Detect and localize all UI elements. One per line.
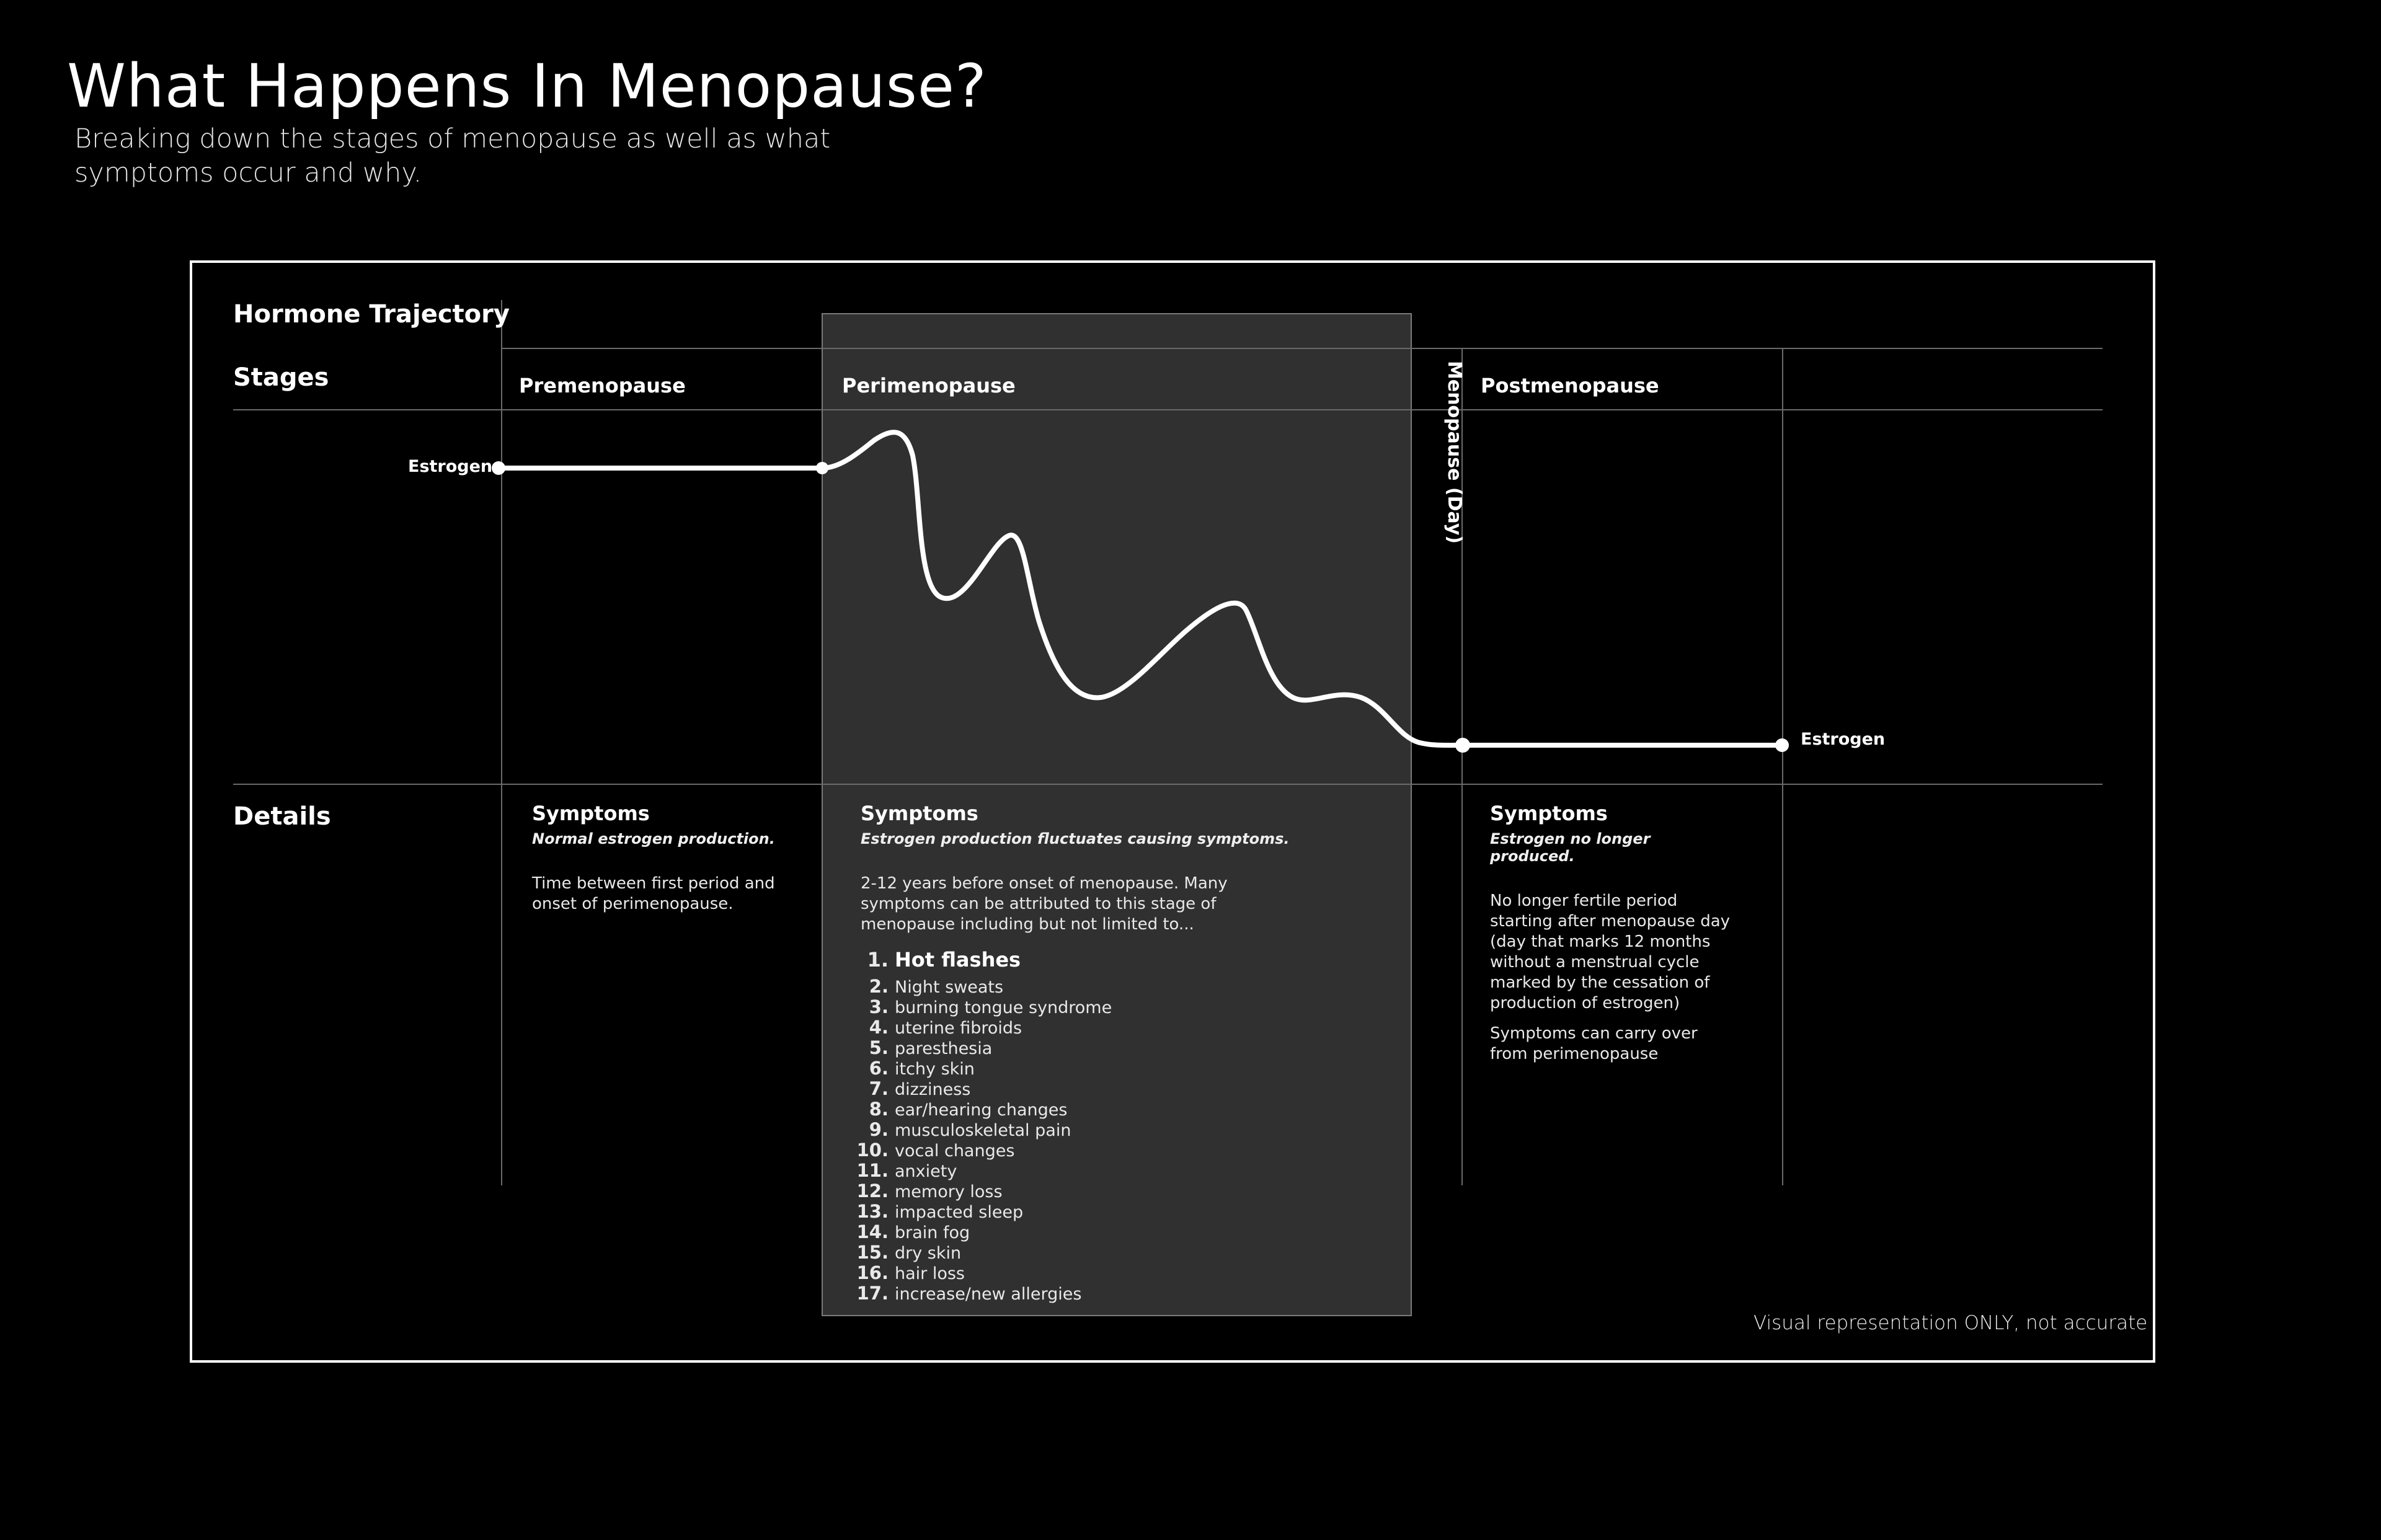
stage-label-postmenopause: Postmenopause xyxy=(1481,374,1659,397)
symptom-item xyxy=(854,1222,1112,1242)
stage-label-perimenopause: Perimenopause xyxy=(842,374,1016,397)
details-premenopause xyxy=(532,802,780,914)
curve-label-start: Estrogen xyxy=(408,457,493,476)
symptom-number: 6. xyxy=(869,1058,889,1079)
symptom-number: 1. xyxy=(867,948,889,971)
perimenopause-description: 2-12 years before onset of menopause. Many symptoms can be attributed to this stage of menopause including but not limited to... xyxy=(861,874,1228,934)
symptom-number: 5. xyxy=(869,1037,889,1058)
row-label-stages: Stages xyxy=(233,363,329,392)
symptom-text: musculoskeletal pain xyxy=(895,1121,1071,1140)
symptom-number: 4. xyxy=(869,1017,889,1038)
details-postmenopause xyxy=(1490,802,1738,1064)
symptom-text: ear/hearing changes xyxy=(895,1100,1068,1120)
curve-node-end xyxy=(1775,738,1789,752)
premenopause-symptoms-heading: Symptoms xyxy=(532,802,650,825)
symptom-text: vocal changes xyxy=(895,1141,1015,1161)
row-label-details: Details xyxy=(233,802,331,831)
details-perimenopause xyxy=(861,802,1307,935)
postmenopause-subheading: Estrogen no longer produced. xyxy=(1490,830,1651,865)
symptom-item xyxy=(854,1120,1112,1140)
page-title: What Happens In Menopause? xyxy=(67,51,987,121)
symptom-number: 3. xyxy=(869,996,889,1017)
symptom-item xyxy=(854,976,1112,997)
stage-label-premenopause: Premenopause xyxy=(519,374,686,397)
symptom-text: Night sweats xyxy=(895,978,1004,997)
symptom-number: 2. xyxy=(869,976,889,997)
symptom-number: 8. xyxy=(869,1099,889,1120)
symptom-number: 15. xyxy=(856,1242,889,1263)
symptom-number: 11. xyxy=(856,1160,889,1181)
symptom-item xyxy=(854,1038,1112,1058)
symptom-text: memory loss xyxy=(895,1182,1003,1201)
symptom-number: 9. xyxy=(869,1119,889,1140)
postmenopause-symptoms-heading: Symptoms xyxy=(1490,802,1608,825)
symptom-item xyxy=(854,997,1112,1017)
symptom-text: increase/new allergies xyxy=(895,1285,1082,1304)
curve-node-start xyxy=(492,461,505,475)
perimenopause-subheading: Estrogen production fluctuates causing symptoms. xyxy=(861,830,1290,847)
curve-node-menopause-day xyxy=(1455,738,1470,753)
curve-label-end: Estrogen xyxy=(1801,730,1886,749)
symptom-item xyxy=(854,1263,1112,1283)
symptom-text: paresthesia xyxy=(895,1039,993,1058)
symptom-number: 17. xyxy=(856,1283,889,1304)
symptom-item xyxy=(854,1201,1112,1222)
symptom-text: itchy skin xyxy=(895,1060,975,1079)
postmenopause-carryover-note: Symptoms can carry over from perimenopause xyxy=(1490,1024,1698,1063)
symptom-number: 16. xyxy=(856,1262,889,1283)
symptom-text: uterine fibroids xyxy=(895,1019,1022,1038)
estrogen-curve xyxy=(499,432,1782,745)
symptom-item xyxy=(854,1140,1112,1161)
symptom-item xyxy=(854,1079,1112,1099)
symptom-number: 13. xyxy=(856,1201,889,1222)
perimenopause-symptoms-heading: Symptoms xyxy=(861,802,978,825)
symptom-number: 14. xyxy=(856,1221,889,1242)
symptom-text: hair loss xyxy=(895,1264,965,1283)
symptom-text: Hot flashes xyxy=(895,948,1021,971)
premenopause-subheading: Normal estrogen production. xyxy=(532,830,775,847)
symptom-item xyxy=(854,1099,1112,1120)
perimenopause-symptom-list xyxy=(854,945,1112,1304)
symptom-text: impacted sleep xyxy=(895,1203,1024,1222)
postmenopause-description: No longer fertile period starting after menopause day (day that marks 12 months without a menstrual cycle marked by the cessation of production of estrogen) xyxy=(1490,892,1731,1012)
symptom-text: brain fog xyxy=(895,1223,970,1242)
stage-label-menopause-day: Menopause (Day) xyxy=(1443,361,1465,544)
symptom-number: 12. xyxy=(856,1180,889,1201)
symptom-item-highlighted xyxy=(854,945,1112,974)
symptom-text: dry skin xyxy=(895,1244,962,1263)
premenopause-description: Time between first period and onset of perimenopause. xyxy=(532,874,775,913)
page-subtitle: Breaking down the stages of menopause as well as what symptoms occur and why. xyxy=(74,123,831,188)
symptom-number: 7. xyxy=(869,1078,889,1099)
symptom-text: anxiety xyxy=(895,1162,957,1181)
symptom-text: dizziness xyxy=(895,1080,971,1099)
accuracy-disclaimer: Visual representation ONLY, not accurate xyxy=(1754,1312,2148,1334)
row-label-hormone-trajectory: Hormone Trajectory xyxy=(233,300,510,329)
symptom-item xyxy=(854,1058,1112,1079)
symptom-item xyxy=(854,1242,1112,1263)
symptom-item xyxy=(854,1017,1112,1038)
symptom-text: burning tongue syndrome xyxy=(895,998,1112,1017)
symptom-number: 10. xyxy=(856,1140,889,1161)
symptom-item xyxy=(854,1283,1112,1304)
curve-node-perimenopause-start xyxy=(816,462,828,474)
symptom-item xyxy=(854,1181,1112,1201)
symptom-item xyxy=(854,1161,1112,1181)
